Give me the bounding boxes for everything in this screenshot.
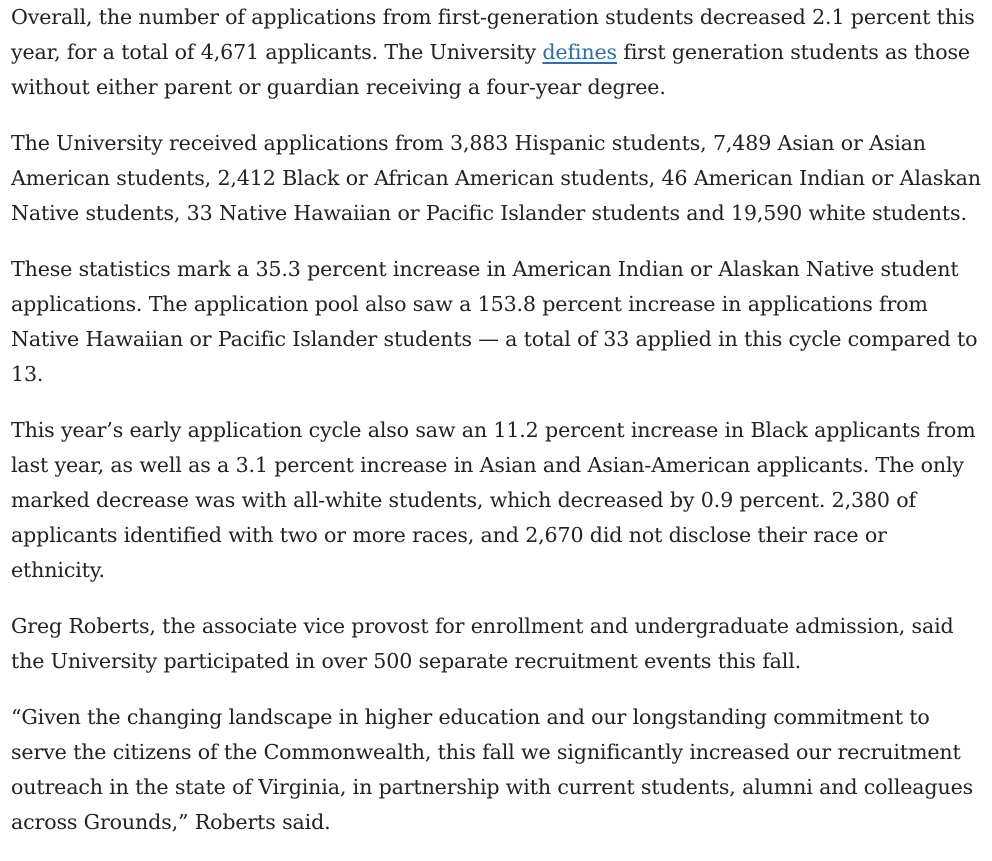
paragraph-line: across Grounds,” Roberts said. (11, 810, 331, 834)
paragraph-line (11, 35, 986, 70)
paragraph-roberts-quote (11, 700, 986, 840)
paragraph-line: applicants identified with two or more races, and 2,670 did not disclose their race or (11, 523, 887, 547)
paragraph-line: American students, 2,412 Black or African American students, 46 American Indian or Alaskan (11, 166, 981, 190)
paragraph-applications-by-race (11, 126, 986, 231)
paragraph-line: This year’s early application cycle also saw an 11.2 percent increase in Black applicants from (11, 418, 976, 442)
paragraph-line: “Given the changing landscape in higher education and our longstanding commitment to (11, 705, 930, 729)
paragraph-line-text: first generation students as those (616, 40, 970, 64)
paragraph-line: The University received applications from 3,883 Hispanic students, 7,489 Asian or Asian (11, 131, 926, 155)
paragraph-line: Greg Roberts, the associate vice provost for enrollment and undergraduate admission, said (11, 614, 954, 638)
paragraph-line: without either parent or guardian receiving a four-year degree. (11, 75, 666, 99)
paragraph-line: Native Hawaiian or Pacific Islander students — a total of 33 applied in this cycle compared to (11, 327, 978, 351)
paragraph-line: marked decrease was with all-white students, which decreased by 0.9 percent. 2,380 of (11, 488, 916, 512)
paragraph-first-generation (11, 0, 986, 105)
paragraph-line: Native students, 33 Native Hawaiian or Pacific Islander students and 19,590 white students. (11, 201, 967, 225)
paragraph-line-text: year, for a total of 4,671 applicants. The University (11, 40, 536, 64)
paragraph-line: last year, as well as a 3.1 percent increase in Asian and Asian-American applicants. The only (11, 453, 964, 477)
defines-link[interactable]: defines (542, 40, 617, 64)
paragraph-line: the University participated in over 500 separate recruitment events this fall. (11, 649, 802, 673)
paragraph-line: ethnicity. (11, 558, 105, 582)
paragraph-line: 13. (11, 362, 44, 386)
paragraph-line: These statistics mark a 35.3 percent increase in American Indian or Alaskan Native student (11, 257, 959, 281)
paragraph-line: outreach in the state of Virginia, in partnership with current students, alumni and colleagues (11, 775, 974, 799)
paragraph-line: applications. The application pool also saw a 153.8 percent increase in applications from (11, 292, 928, 316)
article-body (11, 0, 986, 861)
paragraph-line: Overall, the number of applications from first-generation students decreased 2.1 percent this (11, 5, 975, 29)
paragraph-early-cycle (11, 413, 986, 588)
paragraph-line: serve the citizens of the Commonwealth, this fall we significantly increased our recruitment (11, 740, 961, 764)
paragraph-greg-roberts (11, 609, 986, 679)
paragraph-statistics-increase (11, 252, 986, 392)
